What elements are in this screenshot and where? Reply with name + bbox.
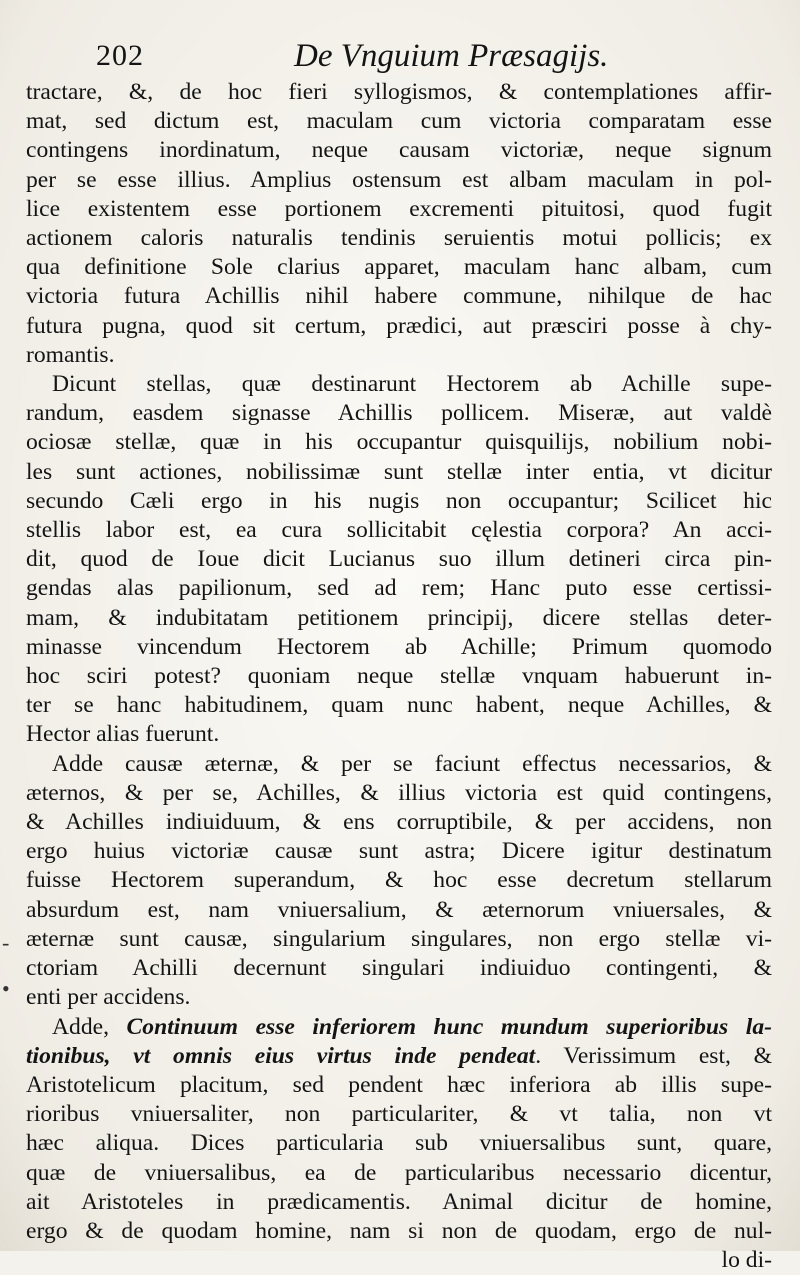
text-run: Adde, bbox=[52, 1013, 127, 1040]
text-line: qua definitione Sole clarius apparet, maculam hanc albam, cum bbox=[26, 254, 772, 281]
text-line: lice existentem esse portionem excrementi pituitosi, quod fugit bbox=[26, 195, 772, 222]
text-line: stellis labor est, ea cura sollicitabit cęlestia corpora? An acci- bbox=[26, 517, 772, 544]
text-line: romantis. bbox=[26, 341, 115, 368]
body-text bbox=[26, 78, 772, 1275]
text-line: Hector alias fuerunt. bbox=[26, 721, 220, 748]
text-line: randum, easdem signasse Achillis pollicem. Miseræ, aut valdè bbox=[26, 400, 772, 427]
page-header bbox=[26, 36, 772, 76]
text-line: actionem caloris naturalis tendinis seruientis motui pollicis; ex bbox=[26, 225, 772, 252]
text-line: mat, sed dictum est, maculam cum victoria comparatam esse bbox=[26, 108, 772, 135]
text-line: ait Aristoteles in prædicamentis. Animal dicitur de homine, bbox=[26, 1188, 772, 1215]
text-line: contingens inordinatum, neque causam victoriæ, neque signum bbox=[26, 137, 772, 164]
text-run: . Verissimum est, & bbox=[535, 1042, 772, 1069]
running-title: De Vnguium Præsagijs. bbox=[294, 38, 609, 74]
page-number: 202 bbox=[96, 39, 144, 72]
text-line: ergo & de quodam homine, nam si non de quodam, ergo de nul- bbox=[26, 1217, 772, 1244]
text-line: gendas alas papilionum, sed ad rem; Hanc puto esse certissi- bbox=[26, 575, 772, 602]
margin-mark: • bbox=[2, 976, 10, 1001]
text-line: victoria futura Achillis nihil habere commune, nihilque de hac bbox=[26, 283, 772, 310]
text-line: hoc sciri potest? quoniam neque stellæ vnquam habuerunt in- bbox=[26, 663, 772, 690]
text-line: enti per accidens. bbox=[26, 984, 191, 1011]
text-line: quæ de vniuersalibus, ea de particularibus necessario dicentur, bbox=[26, 1159, 772, 1186]
paragraph-start-line: Adde causæ æternæ, & per se faciunt effectus necessarios, & bbox=[52, 750, 772, 777]
paragraph-start-line bbox=[26, 1013, 772, 1042]
text-line: ergo huius victoriæ causæ sunt astra; Dicere igitur destinatum bbox=[26, 838, 772, 865]
italic-quotation: tionibus, vt omnis eius virtus inde pendeat bbox=[26, 1042, 536, 1069]
catchword-line: lo di- bbox=[721, 1247, 772, 1274]
text-line bbox=[26, 1042, 772, 1071]
text-line: tractare, &, de hoc fieri syllogismos, & contemplationes affir- bbox=[26, 79, 772, 105]
text-line: hæc aliqua. Dices particularia sub vniuersalibus sunt, quare, bbox=[26, 1130, 772, 1157]
text-line: & Achilles indiuiduum, & ens corruptibile, & per accidens, non bbox=[26, 809, 772, 836]
text-line: æternæ sunt causæ, singularium singulares, non ergo stellæ vi- bbox=[26, 925, 772, 952]
text-line: æternos, & per se, Achilles, & illius victoria est quid contingens, bbox=[26, 779, 772, 806]
italic-quotation: Continuum esse inferiorem hunc mundum superioribus la- bbox=[126, 1013, 772, 1040]
text-line: ter se hanc habitudinem, quam nunc habent, neque Achilles, & bbox=[26, 692, 772, 719]
text-line: les sunt actiones, nobilissimæ sunt stellæ inter entia, vt dicitur bbox=[26, 458, 772, 485]
text-line: mam, & indubitatam petitionem principij, dicere stellas deter- bbox=[26, 604, 772, 631]
text-line: fuisse Hectorem superandum, & hoc esse decretum stellarum bbox=[26, 867, 772, 894]
text-line: secundo Cæli ergo in his nugis non occupantur; Scilicet hic bbox=[26, 487, 772, 514]
text-line: per se esse illius. Amplius ostensum est albam maculam in pol- bbox=[26, 166, 772, 193]
text-line: absurdum est, nam vniuersalium, & æternorum vniuersales, & bbox=[26, 896, 772, 923]
text-line: ociosæ stellæ, quæ in his occupantur quisquilijs, nobilium nobi- bbox=[26, 429, 772, 456]
paragraph-start-line: Dicunt stellas, quæ destinarunt Hectorem ab Achille supe- bbox=[52, 371, 772, 398]
margin-mark: - bbox=[2, 930, 10, 955]
text-line: rioribus vniuersaliter, non particulariter, & vt talia, non vt bbox=[26, 1101, 772, 1128]
text-line: ctoriam Achilli decernunt singulari indiuiduo contingenti, & bbox=[26, 955, 772, 982]
text-line: dit, quod de Ioue dicit Lucianus suo illum detineri circa pin- bbox=[26, 546, 772, 573]
text-line: Aristotelicum placitum, sed pendent hæc inferiora ab illis supe- bbox=[26, 1071, 772, 1098]
text-line: minasse vincendum Hectorem ab Achille; Primum quomodo bbox=[26, 633, 772, 660]
text-line: futura pugna, quod sit certum, prædici, aut præsciri posse à chy- bbox=[26, 312, 772, 339]
